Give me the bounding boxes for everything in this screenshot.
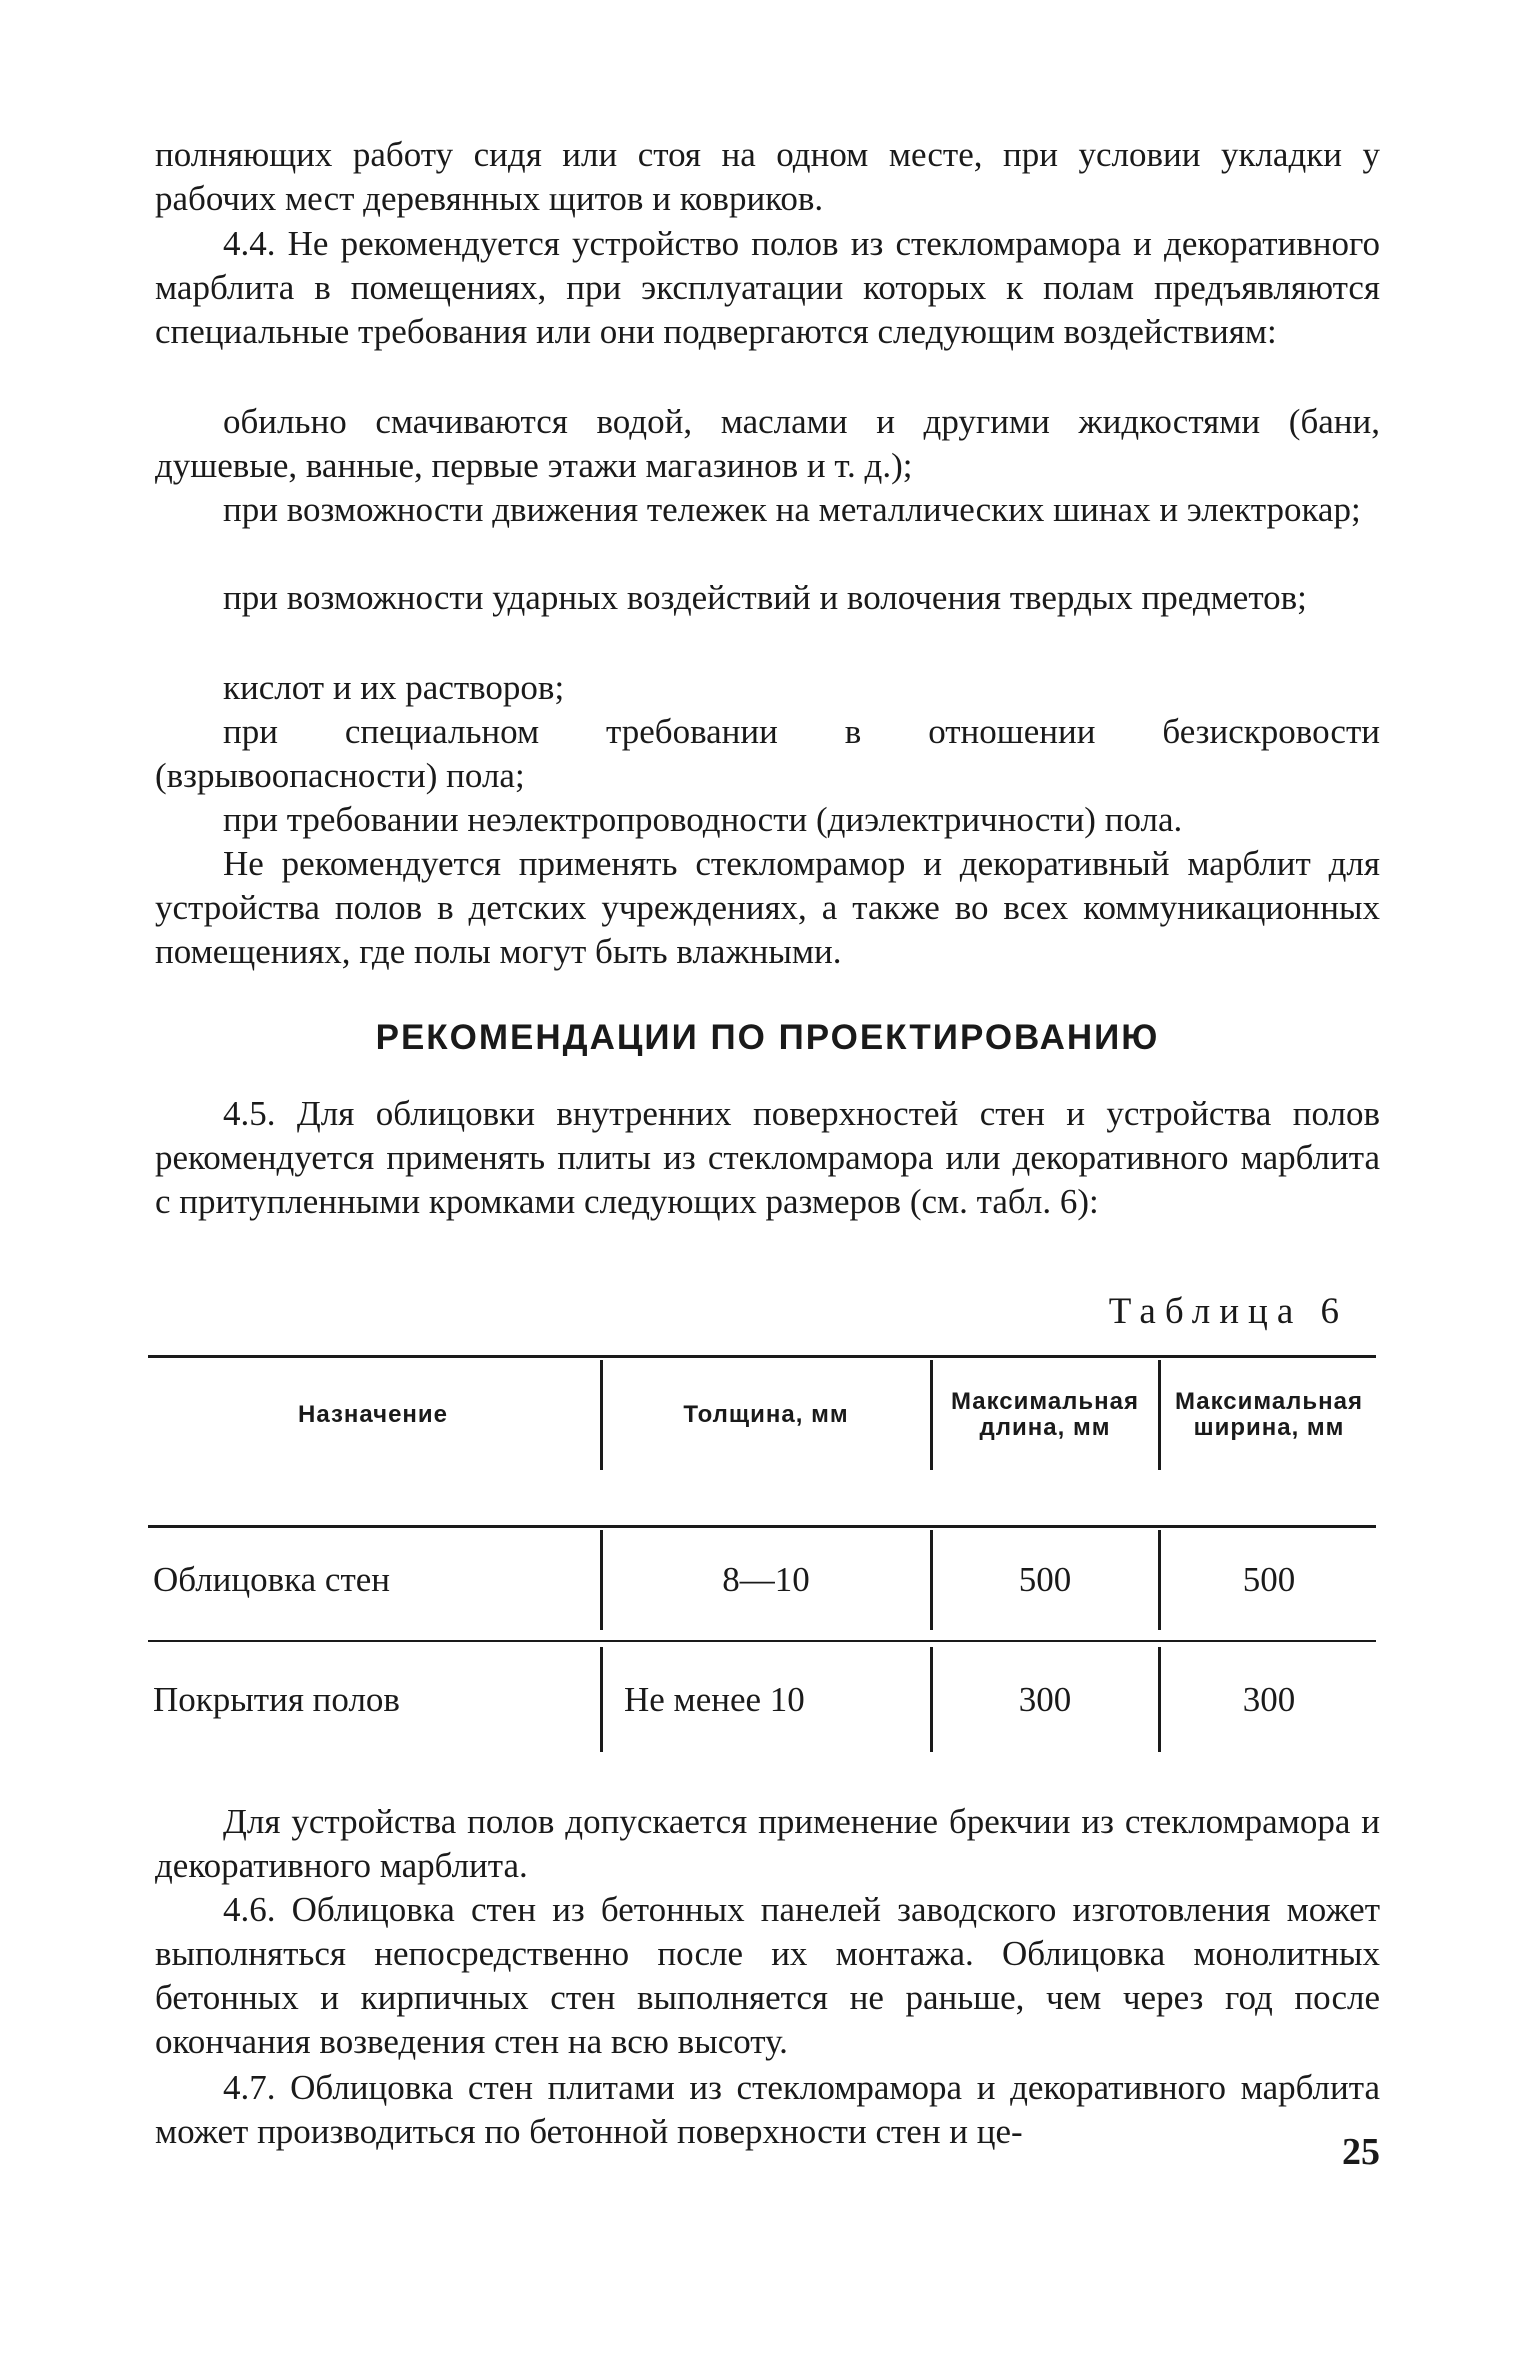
table-caption: Таблица 6	[1108, 1291, 1348, 1332]
table-col-rule	[600, 1530, 603, 1630]
paragraph-condition-water: обильно смачиваются водой, маслами и другими жидкостями (бани, душевые, ванные, первые этажи магазинов и т. д.);	[155, 402, 1380, 485]
paragraph-4-6: 4.6. Облицовка стен из бетонных панелей заводского изготовления может выполняться непосредственно после их монтажа. Облицовка монолитных бетонных и кирпичных стен выполняется не раньше, чем через год после окончания возведения стен на всю высоту.	[155, 1890, 1380, 2061]
paragraph-condition-sparkless: при специальном требовании в отношении безискровости (взрывоопасности) пола;	[155, 712, 1380, 795]
header-thickness: Толщина, мм	[683, 1401, 849, 1428]
paragraph-condition-carts: при возможности движения тележек на металлических шинах и электрокар;	[223, 490, 1361, 529]
header-purpose: Назначение	[297, 1401, 449, 1428]
paragraph-condition-acids: кислот и их растворов;	[223, 668, 565, 707]
table-header-rule	[148, 1525, 1376, 1528]
table-col-rule	[1158, 1647, 1161, 1752]
cell-thickness: 8—10	[722, 1560, 810, 1599]
section-heading: РЕКОМЕНДАЦИИ ПО ПРОЕКТИРОВАНИЮ	[375, 1018, 1160, 1057]
table-col-rule	[930, 1530, 933, 1630]
table-col-rule	[600, 1647, 603, 1752]
table-col-rule	[600, 1360, 603, 1470]
paragraph-not-recommended: Не рекомендуется применять стекломрамор и декоративный марблит для устройства полов в детских учреждениях, а также во всех коммуникационных помещениях, где полы могут быть влажными.	[155, 844, 1380, 971]
page-number: 25	[1342, 2131, 1380, 2173]
header-max-width: Максимальная ширина, мм	[1174, 1388, 1364, 1441]
paragraph-condition-dielectric: при требовании неэлектропроводности (диэлектричности) пола.	[223, 800, 1183, 839]
paragraph-breccia: Для устройства полов допускается применение брекчии из стекломрамора и декоративного марблита.	[155, 1802, 1380, 1885]
paragraph-4-4: 4.4. Не рекомендуется устройство полов из стекломрамора и декоративного марблита в помещениях, при эксплуатации которых к полам предъявляются специальные требования или они подвергаются следующим воздействиям:	[155, 224, 1380, 351]
cell-max-length: 300	[1018, 1679, 1072, 1719]
paragraph-4-7: 4.7. Облицовка стен плитами из стекломрамора и декоративного марблита может производиться по бетонной поверхности стен и це-	[155, 2068, 1380, 2151]
table-col-rule	[930, 1360, 933, 1470]
header-max-length: Максимальная длина, мм	[950, 1388, 1140, 1441]
table-col-rule	[1158, 1530, 1161, 1630]
table-top-rule	[148, 1355, 1376, 1358]
cell-thickness: Не менее 10	[624, 1679, 805, 1719]
table-row-rule	[148, 1640, 1376, 1642]
cell-max-width: 500	[1242, 1560, 1296, 1599]
paragraph-4-5: 4.5. Для облицовки внутренних поверхностей стен и устройства полов рекомендуется применять плиты из стекломрамора или декоративного марблита с притупленными кромками следующих размеров (см. табл. 6):	[155, 1094, 1380, 1221]
table-col-rule	[1158, 1360, 1161, 1470]
cell-max-length: 500	[1018, 1560, 1072, 1599]
sizes-table	[148, 1355, 1376, 1765]
paragraph-continuation: полняющих работу сидя или стоя на одном месте, при условии укладки у рабочих мест деревянных щитов и ковриков.	[155, 135, 1380, 218]
cell-purpose: Облицовка стен	[153, 1560, 391, 1599]
paragraph-condition-impact: при возможности ударных воздействий и волочения твердых предметов;	[223, 578, 1307, 617]
cell-purpose: Покрытия полов	[153, 1679, 400, 1719]
table-col-rule	[930, 1647, 933, 1752]
cell-max-width: 300	[1242, 1679, 1296, 1719]
